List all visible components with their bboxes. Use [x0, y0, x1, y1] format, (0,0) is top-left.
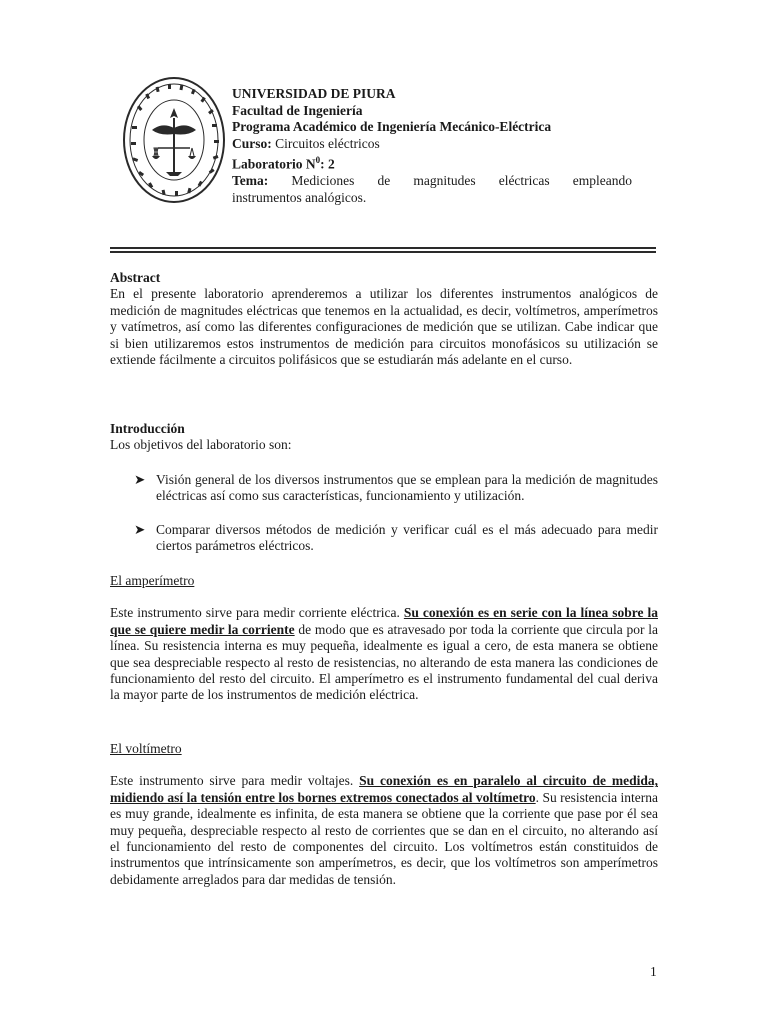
ammeter-text-start: Este instrumento sirve para medir corriente eléctrica. [110, 605, 404, 621]
voltmeter-heading: El voltímetro [110, 741, 182, 756]
arrow-bullet-icon: ➤ [134, 522, 146, 537]
objective-text: Visión general de los diversos instrumentos que se emplean para la medición de magnitudes eléctricas así como sus características, funcionamiento y utilización. [156, 472, 658, 504]
introduction-section [110, 421, 658, 454]
faculty-name: Facultad de Ingeniería [232, 102, 363, 118]
lab-line [232, 152, 632, 173]
voltmeter-text [110, 773, 658, 888]
page-number: 1 [650, 964, 657, 979]
ammeter-heading: El amperímetro [110, 573, 195, 588]
voltmeter-section [110, 741, 658, 888]
course-label: Curso: [232, 135, 272, 151]
course-line [232, 136, 632, 153]
document-header [232, 86, 632, 206]
voltmeter-emphasis: Su conexión es en paralelo al circuito de medida, midiendo así la tensión entre los bornes extremos conectados al voltímetro [110, 773, 658, 805]
objective-list-item [134, 522, 658, 555]
university-name: UNIVERSIDAD DE PIURA [232, 86, 396, 101]
introduction-lead: Los objetivos del laboratorio son: [110, 437, 292, 453]
ammeter-text [110, 605, 658, 703]
lab-label: Laboratorio N [232, 156, 316, 172]
course-value: Circuitos eléctricos [275, 135, 380, 151]
voltmeter-text-start: Este instrumento sirve para medir voltajes. [110, 773, 360, 789]
introduction-heading: Introducción [110, 421, 185, 436]
abstract-heading: Abstract [110, 270, 161, 285]
abstract-section [110, 270, 658, 368]
objective-text: Comparar diversos métodos de medición y verificar cuál es el más adecuado para medir ciertos parámetros eléctricos. [156, 522, 658, 554]
header-divider-bottom [110, 251, 656, 253]
ammeter-section [110, 573, 658, 704]
abstract-text: En el presente laboratorio aprenderemos a utilizar los diferentes instrumentos analógicos de medición de magnitudes eléctricas que tenemos en la actualidad, es decir, voltímetros, amperímetros y vatímetros, así como las diferentes configuraciones de medición que se utilizan. Cabe indicar que si bien utilizaremos estos instrumentos de medición para circuitos monofásicos su utilización se extiende fácilmente a circuitos polifásicos que se estudiarán más adelante en el curso. [110, 286, 658, 368]
objective-list-item [134, 472, 658, 505]
topic-value-1: Mediciones de magnitudes eléctricas empleando [291, 173, 633, 188]
university-seal-icon [122, 76, 226, 204]
topic-line-1 [232, 173, 632, 190]
lab-superscript: 0 [315, 155, 321, 165]
ammeter-emphasis: Su conexión es en serie con la línea sobre la que se quiere medir la corriente [110, 605, 658, 637]
arrow-bullet-icon: ➤ [134, 472, 146, 487]
header-divider-top [110, 247, 656, 249]
ammeter-text-end: de modo que es atravesado por toda la corriente que circula por la línea. Su resistencia interna es muy pequeña, idealmente es igual a cero, de esta manera se obtiene que sea despreciable respecto al resto de resistencias, no alterando de esta manera las condiciones de funcionamiento del resto del circuito. El amperímetro es el instrumento fundamental del cual deriva la mayor parte de los instrumentos de medición eléctrica. [110, 621, 658, 703]
voltmeter-text-end: . Su resistencia interna es muy grande, idealmente es infinita, de esta manera se obtiene que la corriente que pase por él sea muy pequeña, despreciable respecto al resto de corrientes que se dan en el circuito, no alterando así el funcionamiento del resto de componentes del circuito. Los voltímetros están constituidos de instrumentos que intrínsicamente son amperímetros, es decir, que los voltímetros son amperímetros debidamente arreglados para dar medidas de tensión. [110, 789, 658, 887]
topic-label: Tema: [232, 173, 269, 188]
program-name: Programa Académico de Ingeniería Mecánico-Eléctrica [232, 119, 552, 134]
topic-value-2: instrumentos analógicos. [232, 189, 367, 205]
lab-value: : 2 [320, 156, 335, 172]
